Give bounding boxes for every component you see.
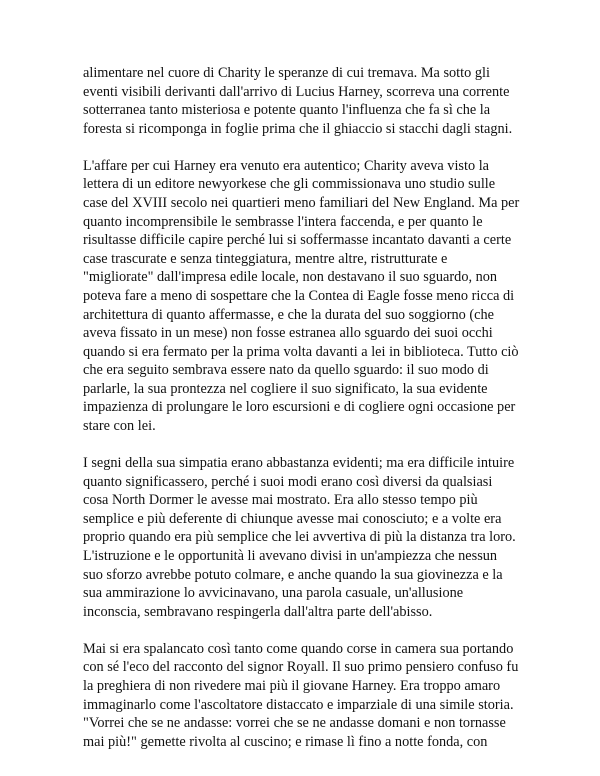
text-line: quando si era fermato per la prima volta davanti a lei in biblioteca. Tutto ciò — [83, 343, 519, 360]
text-line: cosa North Dormer le avesse mai mostrato. Era allo stesso tempo più — [83, 492, 478, 509]
text-line: architettura di quanto affermasse, e che la durata del suo soggiorno (che — [83, 306, 495, 323]
text-line: inconscia, sembravano respingerla dall'altra parte dell'abisso. — [83, 603, 433, 620]
text-line: quanto significassero, perché i suoi modi erano così diversi da qualsiasi — [83, 473, 493, 490]
text-line: impazienza di prolungare le loro escursioni e di cogliere ogni occasione per — [83, 399, 516, 416]
text-line: case del XVIII secolo nei quartieri meno familiari del New England. Ma per — [83, 194, 520, 211]
text-line: con sé l'eco del racconto del signor Royall. Il suo primo pensiero confuso fu — [83, 659, 519, 676]
text-line: semplice e più deferente di chiunque avesse mai conosciuto; e a volte era — [83, 510, 502, 527]
text-line: L'affare per cui Harney era venuto era autentico; Charity aveva visto la — [83, 157, 490, 174]
paragraph — [83, 640, 523, 752]
text-line: risultasse difficile capire perché lui si soffermasse incantato davanti a certe — [83, 232, 512, 249]
paragraph — [83, 454, 523, 621]
body-text — [83, 64, 523, 770]
text-line: foresta si ricomponga in foglie prima che il ghiaccio si stacchi dagli stagni. — [83, 120, 513, 137]
text-line: quanto incomprensibile le sembrasse l'intera faccenda, e per quanto le — [83, 213, 483, 230]
text-line: proprio quando era più semplice che lei avvertiva di più la distanza tra loro. — [83, 529, 516, 546]
text-line: "Vorrei che se ne andasse: vorrei che se ne andasse domani e non tornasse — [83, 715, 506, 732]
text-line: stare con lei. — [83, 418, 156, 435]
text-line: "migliorate" dall'impresa edile locale, non destavano il suo sguardo, non — [83, 269, 498, 286]
text-line: alimentare nel cuore di Charity le speranze di cui tremava. Ma sotto gli — [83, 65, 490, 81]
text-line: sotterranea tanto misteriosa e potente quanto l'influenza che fa sì che la — [83, 102, 491, 119]
text-line: immaginarlo come l'ascoltatore distaccato e imparziale di una simile storia. — [83, 696, 514, 713]
text-line: poteva fare a meno di sospettare che la Contea di Eagle fosse meno ricca di — [83, 287, 515, 304]
text-line: la preghiera di non rivedere mai più il giovane Harney. Era troppo amaro — [83, 677, 501, 694]
text-line: aveva fissato in un mese) non fosse estranea allo sguardo dei suoi occhi — [83, 325, 493, 342]
text-line: L'istruzione e le opportunità li avevano divisi in un'ampiezza che nessun — [83, 548, 498, 565]
text-line: parlarle, la sua prontezza nel cogliere il suo significato, la sua evidente — [83, 380, 488, 397]
text-line: suo sforzo avrebbe potuto colmare, e anche quando la sua giovinezza e la — [83, 566, 503, 583]
text-line: sua ammirazione lo avvicinavano, una parola casuale, un'allusione — [83, 585, 464, 602]
text-line: mai più!" gemette rivolta al cuscino; e rimase lì fino a notte fonda, con — [83, 733, 488, 750]
text-line: I segni della sua simpatia erano abbastanza evidenti; ma era difficile intuire — [83, 455, 515, 472]
paragraph — [83, 64, 523, 138]
text-line: eventi visibili derivanti dall'arrivo di Lucius Harney, scorreva una corrente — [83, 83, 510, 100]
text-line: case trascurate e senza tinteggiatura, mentre altre, ristrutturate e — [83, 250, 448, 267]
text-line: Mai si era spalancato così tanto come quando corse in camera sua portando — [83, 640, 514, 657]
text-line: lettera di un editore newyorkese che gli commissionava uno studio sulle — [83, 176, 496, 193]
paragraph — [83, 157, 523, 436]
text-line: che era seguito sembrava essere nato da quello sguardo: il suo modo di — [83, 362, 489, 379]
